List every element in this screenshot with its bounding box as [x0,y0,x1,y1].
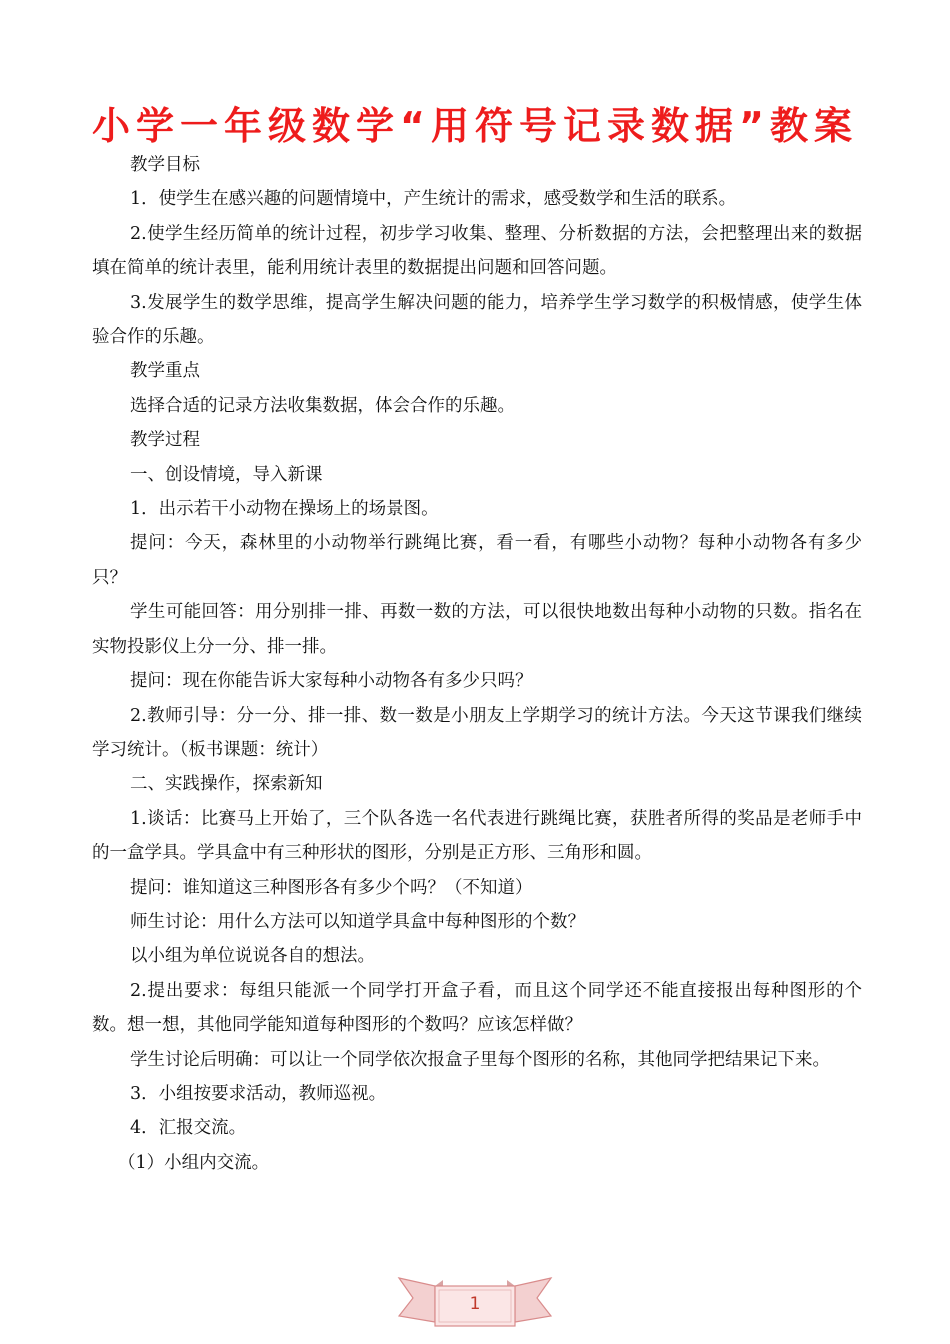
paragraph: 师生讨论：用什么方法可以知道学具盒中每种图形的个数？ [130,911,585,932]
document-body [92,148,862,1180]
paragraph: 提问：现在你能告诉大家每种小动物各有多少只吗？ [130,671,533,692]
paragraph: 教学过程 [130,430,200,451]
page-number: 1 [469,1294,481,1314]
paragraph: （1）小组内交流。 [118,1152,270,1173]
paragraph: 以小组为单位说说各自的想法。 [130,946,375,967]
paragraph: 2.教师引导：分一分、排一排、数一数是小朋友上学期学习的统计方法。今天这节课我们继续学习统计。（板书课题：统计） [92,705,862,760]
paragraph: 3.发展学生的数学思维，提高学生解决问题的能力，培养学生学习数学的积极情感，使学生体验合作的乐趣。 [92,292,862,348]
paragraph: 二、实践操作，探索新知 [130,774,323,795]
page-footer [395,1270,555,1340]
paragraph: 选择合适的记录方法收集数据，体会合作的乐趣。 [130,395,515,416]
paragraph: 提问：今天，森林里的小动物举行跳绳比赛，看一看，有哪些小动物？每种小动物各有多少只？ [92,533,862,588]
paragraph: 教学重点 [130,361,200,382]
paragraph: 4．汇报交流。 [130,1118,247,1139]
paragraph: 1.谈话：比赛马上开始了，三个队各选一名代表进行跳绳比赛，获胜者所得的奖品是老师手中的一盒学具。学具盒中有三种形状的图形，分别是正方形、三角形和圆。 [92,808,862,864]
paragraph: 学生可能回答：用分别排一排、再数一数的方法，可以很快地数出每种小动物的只数。指名在实物投影仪上分一分、排一排。 [92,602,862,657]
paragraph: 学生讨论后明确：可以让一个同学依次报盒子里每个图形的名称，其他同学把结果记下来。 [130,1049,830,1070]
paragraph: 教学目标 [130,155,200,175]
paragraph: 1．出示若干小动物在操场上的场景图。 [130,499,439,520]
paragraph: 1．使学生在感兴趣的问题情境中，产生统计的需求，感受数学和生活的联系。 [130,189,737,210]
paragraph: 3．小组按要求活动，教师巡视。 [130,1083,387,1104]
paragraph: 2.使学生经历简单的统计过程，初步学习收集、整理、分析数据的方法，会把整理出来的数据填在简单的统计表里，能利用统计表里的数据提出问题和回答问题。 [92,223,862,279]
paragraph: 2.提出要求：每组只能派一个同学打开盒子看，而且这个同学还不能直接报出每种图形的个数。想一想，其他同学能知道每种图形的个数吗？应该怎样做？ [92,980,862,1036]
document-title: 小学一年级数学“用符号记录数据”教案 [92,104,858,148]
paragraph: 一、创设情境，导入新课 [130,464,323,485]
paragraph: 提问：谁知道这三种图形各有多少个吗？（不知道） [130,877,533,898]
